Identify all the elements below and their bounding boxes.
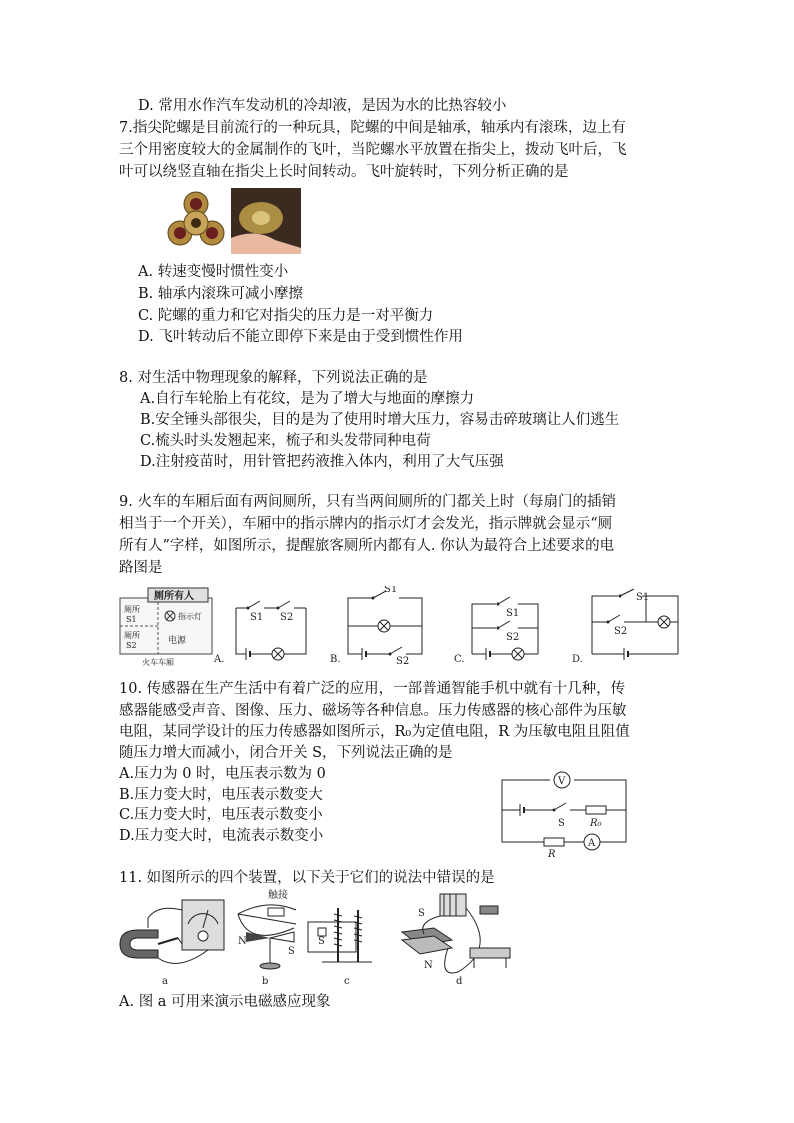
- q7-stem-line1: 7.指尖陀螺是目前流行的一种玩具，陀螺的中间是轴承，轴承内有滚珠，边上有: [119, 120, 626, 136]
- d-s2: S2: [614, 626, 628, 637]
- room2-label: 厕所: [124, 631, 140, 640]
- q10-option-c: C.压力变大时，电压表示数变小: [119, 807, 323, 823]
- circuit-b: [330, 586, 422, 667]
- q9-stem-line3: 所有人”字样，如图所示，提醒旅客厕所内都有人. 你认为最符合上述要求的电: [119, 538, 615, 554]
- q8-stem: 8. 对生活中物理现象的解释，下列说法正确的是: [119, 370, 428, 386]
- d-n: N: [424, 960, 433, 971]
- touch-label: 触接: [268, 890, 288, 901]
- q10-stem-line3: 电阻，某同学设计的压力传感器如图所示，R₀为定值电阻，R 为压敏电阻且阻值: [119, 724, 630, 740]
- figure-c-electromagnet: [308, 908, 372, 987]
- option-b-label: B.: [330, 654, 341, 665]
- q10-option-a: A.压力为 0 时，电压表示数为 0: [119, 766, 326, 782]
- c-s2: S2: [506, 632, 520, 643]
- q10-stem-line2: 感器能感受声音、图像、压力、磁场等各种信息。压力传感器的核心部件为压敏: [119, 703, 627, 719]
- option-c-label: C.: [454, 654, 465, 665]
- room1-label: 厕所: [124, 605, 140, 614]
- q11-device-figures: [118, 888, 518, 992]
- b-s: S: [288, 946, 295, 957]
- q9-stem-line4: 路图是: [119, 560, 163, 576]
- circuit-a: [213, 601, 306, 665]
- q8-option-c: C.梳头时头发翘起来，梳子和头发带同种电荷: [140, 433, 431, 449]
- q6-option-d: D. 常用水作汽车发动机的冷却液，是因为水的比热容较小: [138, 98, 507, 114]
- d-s1: S1: [636, 592, 650, 603]
- a-s1: S1: [250, 612, 264, 623]
- q7-option-d: D. 飞叶转动后不能立即停下来是由于受到惯性作用: [138, 329, 463, 345]
- label-c: c: [344, 976, 350, 987]
- q7-stem-line3: 叶可以绕竖直轴在指尖上长时间转动。飞叶旋转时，下列分析正确的是: [119, 164, 569, 180]
- q8-option-d: D.注射疫苗时，用针管把药液推入体内，利用了大气压强: [140, 454, 504, 470]
- q10-stem-line1: 10. 传感器在生产生活中有着广泛的应用，一部普通智能手机中就有十几种，传: [119, 681, 626, 697]
- a-s2: S2: [280, 612, 294, 623]
- q7-stem-line2: 三个用密度较大的金属制作的飞叶，当陀螺水平放置在指尖上，拨动飞叶后，飞: [119, 142, 627, 158]
- r-label: R: [548, 849, 556, 860]
- q8-option-a: A.自行车轮胎上有花纹，是为了增大与地面的摩擦力: [140, 391, 475, 407]
- ammeter-label: A: [588, 838, 596, 849]
- figure-b-oersted: [238, 888, 296, 987]
- r0-label: R₀: [590, 818, 602, 829]
- q7-option-b: B. 轴承内滚珠可减小摩擦: [138, 286, 303, 302]
- d-s: S: [418, 908, 425, 919]
- voltmeter-label: V: [558, 776, 566, 787]
- b-s1: S1: [384, 586, 398, 595]
- spinner-icon: [165, 188, 227, 254]
- q7-option-c: C. 陀螺的重力和它对指尖的压力是一对平衡力: [138, 308, 434, 324]
- spinning-on-finger-photo: [231, 188, 301, 254]
- q9-circuit-figures: [118, 586, 684, 668]
- q7-option-a: A. 转速变慢时惯性变小: [138, 264, 289, 280]
- option-d-label: D.: [572, 654, 583, 665]
- q11-option-a: A. 图 a 可用来演示电磁感应现象: [119, 994, 331, 1010]
- q10-pressure-sensor-circuit: [486, 764, 650, 860]
- label-a: a: [162, 976, 168, 987]
- q9-stem-line2: 相当于一个开关），车厢中的指示牌内的指示灯才会发光，指示牌就会显示“厕: [119, 516, 613, 532]
- q8-option-b: B.安全锤头部很尖，目的是为了使用时增大压力，容易击碎玻璃让人们逃生: [140, 412, 620, 428]
- circuit-d: [572, 589, 678, 665]
- switch-s-label: S: [558, 818, 565, 829]
- fidget-spinner-photos: [165, 188, 305, 254]
- c-s: S: [318, 936, 325, 947]
- train-car-diagram: [120, 588, 212, 667]
- q11-stem: 11. 如图所示的四个装置，以下关于它们的说法中错误的是: [119, 870, 495, 886]
- figure-d-motor: [402, 894, 510, 987]
- sign-text: 厕所有人: [154, 591, 194, 602]
- room2-switch-label: S2: [126, 641, 137, 650]
- q10-stem-line4: 随压力增大而减小，闭合开关 S，下列说法正确的是: [119, 745, 453, 761]
- q10-option-b: B.压力变大时，电压表示数变大: [119, 787, 323, 803]
- car-label: 火车车厢: [142, 658, 174, 667]
- power-label: 电源: [168, 636, 187, 646]
- c-s1: S1: [506, 608, 520, 619]
- q10-option-d: D.压力变大时，电流表示数变小: [119, 828, 324, 844]
- figure-a-generator: [120, 900, 224, 987]
- lamp-label: 指示灯: [178, 612, 202, 621]
- label-d: d: [456, 976, 463, 987]
- label-b: b: [262, 976, 269, 987]
- option-a-label: A.: [214, 654, 225, 665]
- q9-stem-line1: 9. 火车的车厢后面有两间厕所，只有当两间厕所的门都关上时（每扇门的插销: [119, 494, 616, 510]
- b-s2: S2: [396, 656, 410, 667]
- b-n: N: [238, 936, 247, 947]
- circuit-c: [454, 597, 538, 665]
- room1-switch-label: S1: [126, 615, 137, 624]
